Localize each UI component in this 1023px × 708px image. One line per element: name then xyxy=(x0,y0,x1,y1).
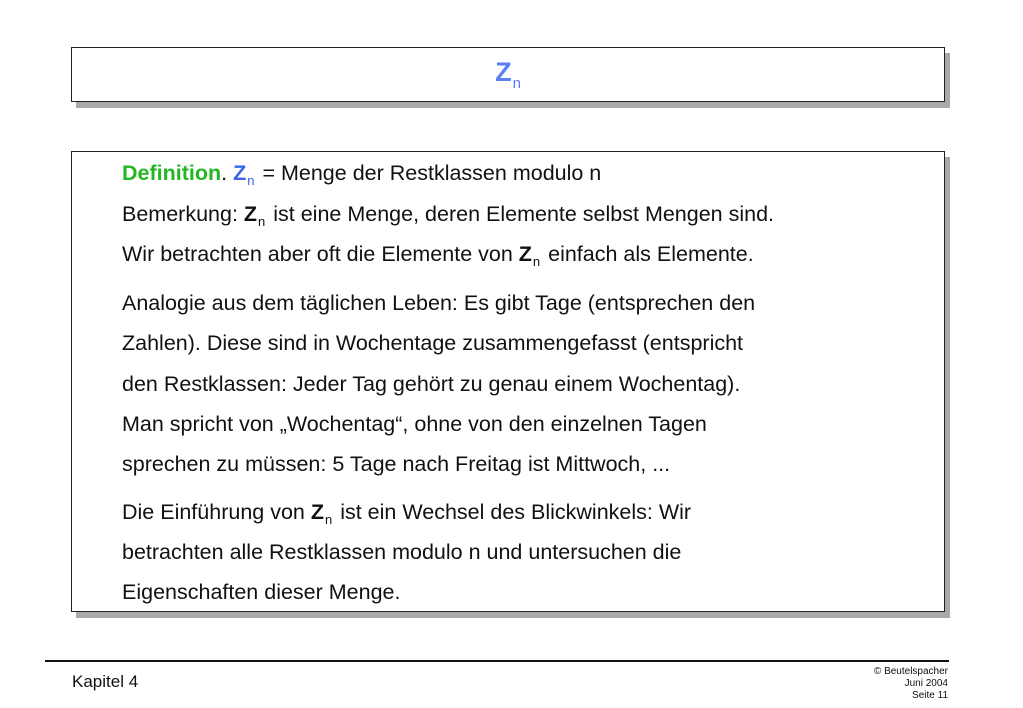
remark-line-1 xyxy=(122,202,774,227)
footer-page-number: Seite 11 xyxy=(912,690,948,701)
remark-prefix: Bemerkung: xyxy=(122,202,244,226)
intro-line-1 xyxy=(122,500,691,525)
title-box xyxy=(71,47,945,102)
footer-date: Juni 2004 xyxy=(904,678,948,689)
analogy-line-1: Analogie aus dem täglichen Leben: Es gibt Tage (entsprechen den xyxy=(122,291,756,315)
footer-copyright: © Beutelspacher xyxy=(873,666,948,677)
definition-dot: . xyxy=(221,161,228,185)
footer-meta xyxy=(874,666,948,702)
zn-subscript: n xyxy=(247,173,255,188)
definition-line xyxy=(122,161,601,186)
intro-prefix: Die Einführung von xyxy=(122,500,311,524)
remark-prefix: Wir betrachten aber oft die Elemente von xyxy=(122,242,519,266)
zn-symbol: Z xyxy=(243,202,258,226)
zn-symbol: Z xyxy=(310,500,324,524)
intro-line-2: betrachten alle Restklassen modulo n und untersuchen die xyxy=(122,540,682,564)
remark-line-2 xyxy=(122,242,754,267)
analogy-line-2: Zahlen). Diese sind in Wochentage zusammengefasst (entspricht xyxy=(122,331,744,355)
analogy-line-5: sprechen zu müssen: 5 Tage nach Freitag ist Mittwoch, ... xyxy=(122,452,671,476)
zn-symbol: Z xyxy=(233,161,247,185)
remark-text: ist eine Menge, deren Elemente selbst Mengen sind. xyxy=(267,202,775,226)
definition-text: Menge der Restklassen modulo n xyxy=(280,161,602,185)
analogy-line-4: Man spricht von „Wochentag“, ohne von den einzelnen Tagen xyxy=(122,412,707,436)
intro-line-3: Eigenschaften dieser Menge. xyxy=(122,580,401,604)
intro-text: ist ein Wechsel des Blickwinkels: Wir xyxy=(334,500,692,524)
definition-label: Definition xyxy=(122,161,222,185)
zn-subscript: n xyxy=(324,512,333,527)
slide-title xyxy=(72,57,944,92)
equals-sign: = xyxy=(256,161,281,185)
remark-text: einfach als Elemente. xyxy=(542,242,754,266)
content-box xyxy=(71,151,945,612)
footer-chapter: Kapitel 4 xyxy=(72,672,139,691)
footer-divider xyxy=(45,660,949,662)
zn-symbol: Z xyxy=(518,242,532,266)
zn-subscript: n xyxy=(532,254,541,269)
analogy-line-3: den Restklassen: Jeder Tag gehört zu genau einem Wochentag). xyxy=(122,372,741,396)
title-main: Z xyxy=(495,57,512,87)
title-subscript: n xyxy=(512,75,521,92)
zn-subscript: n xyxy=(258,214,266,229)
